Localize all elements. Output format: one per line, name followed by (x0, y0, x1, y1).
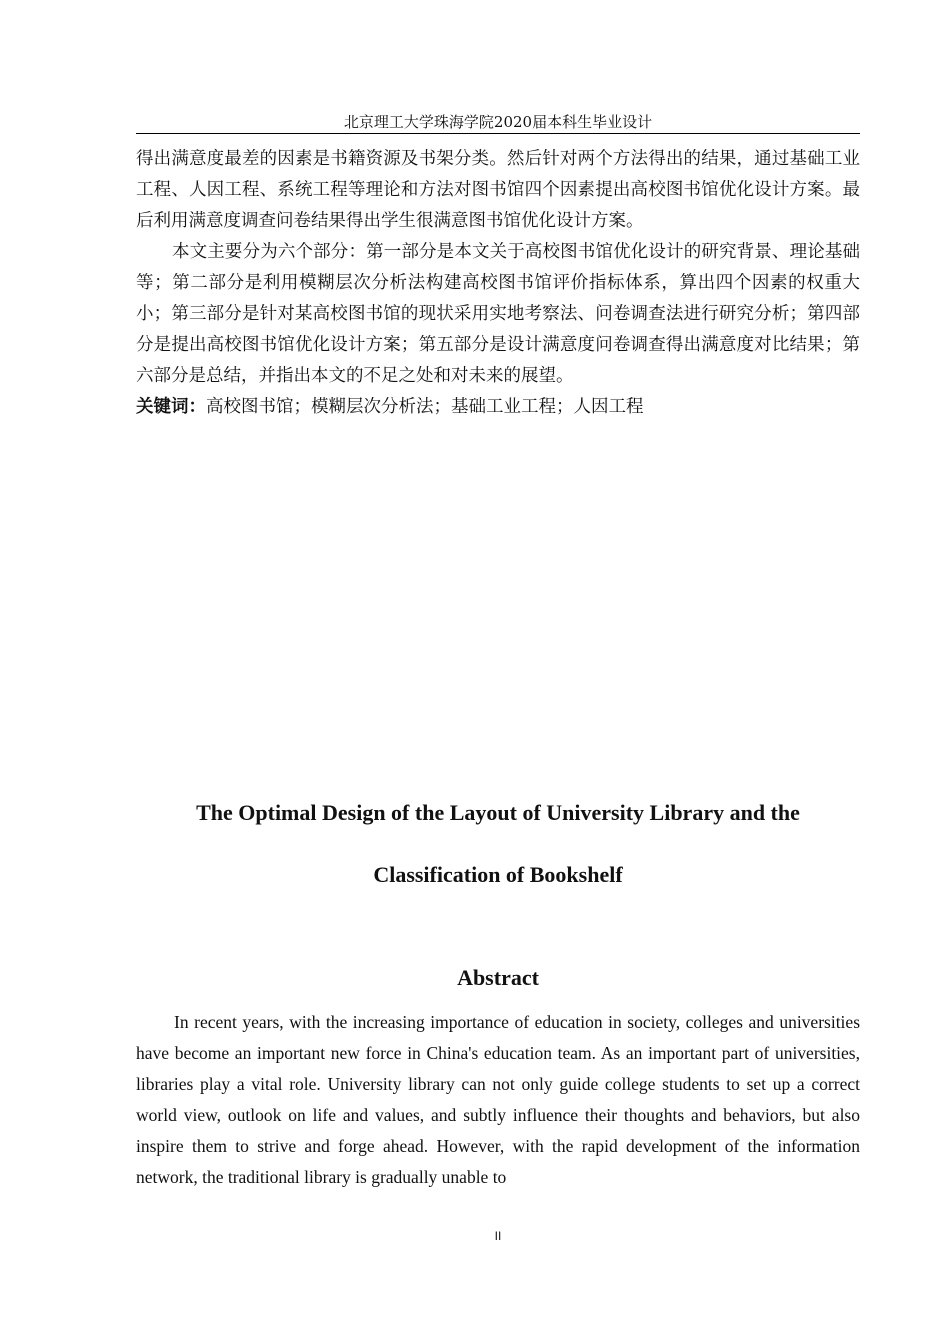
running-header: 北京理工大学珠海学院2020届本科生毕业设计 (343, 113, 653, 131)
chinese-paragraph-2: 本文主要分为六个部分：第一部分是本文关于高校图书馆优化设计的研究背景、理论基础等；第二部分是利用模糊层次分析法构建高校图书馆评价指标体系，算出四个因素的权重大小；第三部分是针对某高校图书馆的现状采用实地考察法、问卷调查法进行研究分析；第四部分是提出高校图书馆优化设计方案；第五部分是设计满意度问卷调查得出满意度对比结果；第六部分是总结，并指出本文的不足之处和对未来的展望。 (136, 242, 860, 386)
keywords-list: 高校图书馆；模糊层次分析法；基础工业工程；人因工程 (206, 397, 644, 417)
english-title (136, 782, 860, 906)
english-title-line-1: The Optimal Design of the Layout of University Library and the (196, 800, 800, 825)
keywords-label: 关键词： (136, 397, 206, 417)
english-title-line-2: Classification of Bookshelf (373, 862, 623, 887)
keywords-line (136, 392, 860, 423)
english-abstract (136, 1007, 860, 1193)
abstract-paragraph-1: In recent years, with the increasing importance of education in society, colleges and universities have become an important new force in China's education team. As an important part of universities, libraries play a vital role. University library can not only guide college students to set up a correct world view, outlook on life and values, and subtly influence their thoughts and behaviors, but also inspire them to strive and forge ahead. However, with the rapid development of the information network, the traditional library is gradually unable to (136, 1012, 860, 1187)
header-divider (136, 133, 860, 134)
abstract-heading: Abstract (457, 965, 539, 990)
chinese-paragraph-1: 得出满意度最差的因素是书籍资源及书架分类。然后针对两个方法得出的结果，通过基础工业工程、人因工程、系统工程等理论和方法对图书馆四个因素提出高校图书馆优化设计方案。最后利用满意度调查问卷结果得出学生很满意图书馆优化设计方案。 (136, 149, 860, 231)
page-number: II (494, 1229, 502, 1243)
chinese-abstract (136, 144, 860, 423)
